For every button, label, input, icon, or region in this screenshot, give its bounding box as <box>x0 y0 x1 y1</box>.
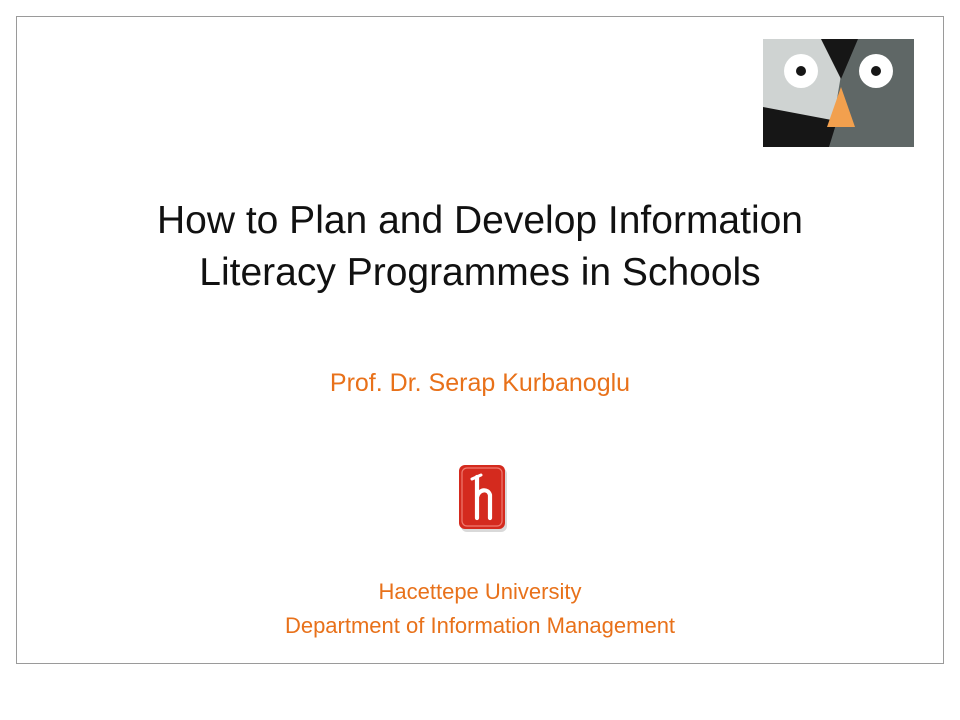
affiliation-block <box>17 575 943 643</box>
slide-title <box>17 195 943 299</box>
title-slide <box>16 16 944 664</box>
university-name: Hacettepe University <box>378 579 582 604</box>
slide-title-line-2: Literacy Programmes in Schools <box>199 251 761 294</box>
presenter-name: Prof. Dr. Serap Kurbanoglu <box>329 369 631 397</box>
hacettepe-h-emblem-icon <box>457 463 509 535</box>
owl-face-logo-icon <box>763 39 914 147</box>
department-name: Department of Information Management <box>284 613 676 638</box>
slide-title-line-1: How to Plan and Develop Information <box>156 199 804 242</box>
